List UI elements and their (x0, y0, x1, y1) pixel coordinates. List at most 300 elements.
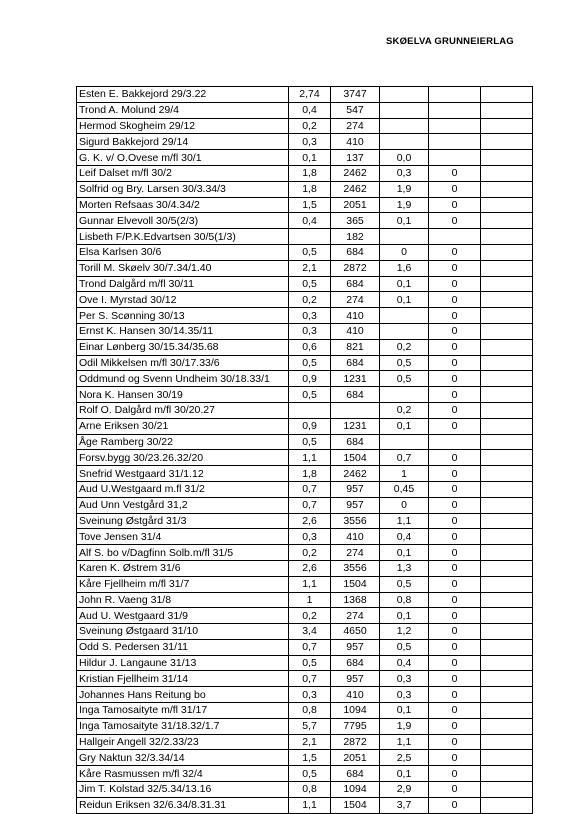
zero-cell: 0 (429, 671, 481, 687)
blank-cell (481, 323, 533, 339)
share-cell (289, 229, 331, 245)
table-row (77, 576, 533, 592)
extra-share-cell (380, 323, 429, 339)
zero-cell: 0 (429, 545, 481, 561)
owner-name-cell: Solfrid og Bry. Larsen 30/3.34/3 (77, 181, 289, 197)
zero-cell: 0 (429, 371, 481, 387)
owner-name-cell: Lisbeth F/P.K.Edvartsen 30/5(1/3) (77, 229, 289, 245)
blank-cell (481, 197, 533, 213)
zero-cell: 0 (429, 402, 481, 418)
blank-cell (481, 734, 533, 750)
owner-name-cell: Hildur J. Langaune 31/13 (77, 655, 289, 671)
value-cell: 684 (331, 387, 380, 403)
value-cell: 2051 (331, 750, 380, 766)
table-row (77, 260, 533, 276)
value-cell: 2872 (331, 260, 380, 276)
owner-name-cell: Odil Mikkelsen m/fl 30/17.33/6 (77, 355, 289, 371)
share-cell: 0,7 (289, 481, 331, 497)
share-cell: 1,8 (289, 165, 331, 181)
owner-name-cell: Morten Refsaas 30/4.34/2 (77, 197, 289, 213)
value-cell: 274 (331, 545, 380, 561)
share-cell: 0,5 (289, 387, 331, 403)
table-row (77, 308, 533, 324)
value-cell: 2462 (331, 165, 380, 181)
zero-cell: 0 (429, 276, 481, 292)
table-row (77, 639, 533, 655)
owner-name-cell: Kristian Fjellheim 31/14 (77, 671, 289, 687)
value-cell: 684 (331, 766, 380, 782)
zero-cell: 0 (429, 308, 481, 324)
owner-name-cell: Sveinung Østgaard 31/10 (77, 624, 289, 640)
value-cell: 1094 (331, 782, 380, 798)
blank-cell (481, 703, 533, 719)
blank-cell (481, 244, 533, 260)
table-row (77, 466, 533, 482)
extra-share-cell: 0,1 (380, 766, 429, 782)
value-cell: 957 (331, 639, 380, 655)
owner-name-cell: Åge Ramberg 30/22 (77, 434, 289, 450)
blank-cell (481, 513, 533, 529)
share-cell: 0,7 (289, 671, 331, 687)
share-cell: 0,3 (289, 529, 331, 545)
zero-cell: 0 (429, 292, 481, 308)
table-row (77, 87, 533, 103)
share-cell: 0,9 (289, 371, 331, 387)
share-cell: 1,5 (289, 750, 331, 766)
table-row (77, 797, 533, 813)
value-cell: 410 (331, 529, 380, 545)
extra-share-cell: 1,6 (380, 260, 429, 276)
owner-name-cell: Hallgeir Angell 32/2.33/23 (77, 734, 289, 750)
share-cell: 0,4 (289, 102, 331, 118)
owner-name-cell: Oddmund og Svenn Undheim 30/18.33/1 (77, 371, 289, 387)
table-row (77, 608, 533, 624)
blank-cell (481, 150, 533, 166)
blank-cell (481, 655, 533, 671)
value-cell: 957 (331, 497, 380, 513)
value-cell: 684 (331, 434, 380, 450)
table-row (77, 497, 533, 513)
owner-name-cell: Karen K. Østrem 31/6 (77, 560, 289, 576)
share-cell: 0,5 (289, 434, 331, 450)
table-row (77, 402, 533, 418)
table-row (77, 718, 533, 734)
zero-cell (429, 229, 481, 245)
owner-name-cell: Kåre Fjellheim m/fl 31/7 (77, 576, 289, 592)
table-row (77, 150, 533, 166)
value-cell (331, 402, 380, 418)
table-row (77, 545, 533, 561)
owner-name-cell: Kåre Rasmussen m/fl 32/4 (77, 766, 289, 782)
zero-cell (429, 134, 481, 150)
share-cell: 1 (289, 592, 331, 608)
owner-name-cell: Gunnar Elvevoll 30/5(2/3) (77, 213, 289, 229)
extra-share-cell (380, 434, 429, 450)
blank-cell (481, 576, 533, 592)
table-row (77, 513, 533, 529)
blank-cell (481, 497, 533, 513)
zero-cell: 0 (429, 750, 481, 766)
owner-name-cell: Aud Unn Vestgård 31,2 (77, 497, 289, 513)
extra-share-cell: 0,2 (380, 402, 429, 418)
blank-cell (481, 134, 533, 150)
extra-share-cell (380, 308, 429, 324)
value-cell: 4650 (331, 624, 380, 640)
share-cell: 0,2 (289, 118, 331, 134)
extra-share-cell: 0,5 (380, 355, 429, 371)
share-cell: 1,1 (289, 797, 331, 813)
owner-name-cell: Nora K. Hansen 30/19 (77, 387, 289, 403)
table-row (77, 671, 533, 687)
blank-cell (481, 450, 533, 466)
share-cell: 0,3 (289, 323, 331, 339)
owner-name-cell: Ove I. Myrstad 30/12 (77, 292, 289, 308)
share-cell: 0,7 (289, 639, 331, 655)
owner-name-cell: Hermod Skogheim 29/12 (77, 118, 289, 134)
extra-share-cell: 0,45 (380, 481, 429, 497)
owner-name-cell: G. K. v/ O.Ovese m/fl 30/1 (77, 150, 289, 166)
blank-cell (481, 624, 533, 640)
value-cell: 1368 (331, 592, 380, 608)
zero-cell: 0 (429, 339, 481, 355)
extra-share-cell (380, 102, 429, 118)
value-cell: 410 (331, 323, 380, 339)
table-row (77, 450, 533, 466)
value-cell: 137 (331, 150, 380, 166)
share-cell: 1,8 (289, 181, 331, 197)
blank-cell (481, 466, 533, 482)
extra-share-cell: 0,0 (380, 150, 429, 166)
table-row (77, 276, 533, 292)
extra-share-cell: 0,1 (380, 276, 429, 292)
share-cell: 0,4 (289, 213, 331, 229)
zero-cell: 0 (429, 418, 481, 434)
zero-cell: 0 (429, 387, 481, 403)
value-cell: 1231 (331, 418, 380, 434)
zero-cell (429, 434, 481, 450)
zero-cell: 0 (429, 766, 481, 782)
blank-cell (481, 687, 533, 703)
table-row (77, 371, 533, 387)
zero-cell: 0 (429, 181, 481, 197)
share-cell: 1,1 (289, 576, 331, 592)
table-row (77, 181, 533, 197)
share-cell: 0,5 (289, 655, 331, 671)
extra-share-cell: 2,5 (380, 750, 429, 766)
zero-cell: 0 (429, 560, 481, 576)
share-cell: 0,5 (289, 766, 331, 782)
extra-share-cell: 0,1 (380, 213, 429, 229)
value-cell: 274 (331, 118, 380, 134)
zero-cell: 0 (429, 655, 481, 671)
blank-cell (481, 181, 533, 197)
table-row (77, 418, 533, 434)
value-cell: 3556 (331, 560, 380, 576)
owner-name-cell: John R. Vaeng 31/8 (77, 592, 289, 608)
owner-name-cell: Odd S. Pedersen 31/11 (77, 639, 289, 655)
document-header: SKØELVA GRUNNEIERLAG (386, 36, 514, 47)
table-row (77, 387, 533, 403)
zero-cell: 0 (429, 481, 481, 497)
table-row (77, 339, 533, 355)
table-row (77, 244, 533, 260)
owner-name-cell: Forsv.bygg 30/23.26.32/20 (77, 450, 289, 466)
table-row (77, 118, 533, 134)
value-cell: 957 (331, 481, 380, 497)
value-cell: 274 (331, 292, 380, 308)
blank-cell (481, 750, 533, 766)
value-cell: 2051 (331, 197, 380, 213)
table-row (77, 687, 533, 703)
zero-cell: 0 (429, 513, 481, 529)
share-cell: 0,3 (289, 687, 331, 703)
value-cell: 684 (331, 276, 380, 292)
value-cell: 1231 (331, 371, 380, 387)
extra-share-cell: 0,4 (380, 655, 429, 671)
owner-name-cell: Elsa Karlsen 30/6 (77, 244, 289, 260)
table-row (77, 655, 533, 671)
share-cell: 5,7 (289, 718, 331, 734)
owner-name-cell: Leif Dalset m/fl 30/2 (77, 165, 289, 181)
table-row (77, 165, 533, 181)
zero-cell: 0 (429, 782, 481, 798)
share-cell: 0,2 (289, 292, 331, 308)
value-cell: 684 (331, 244, 380, 260)
share-cell: 0,1 (289, 150, 331, 166)
zero-cell: 0 (429, 734, 481, 750)
owner-name-cell: Snefrid Westgaard 31/1.12 (77, 466, 289, 482)
table-row (77, 481, 533, 497)
zero-cell: 0 (429, 244, 481, 260)
share-cell: 0,5 (289, 355, 331, 371)
zero-cell: 0 (429, 450, 481, 466)
extra-share-cell: 0 (380, 497, 429, 513)
blank-cell (481, 165, 533, 181)
value-cell: 1504 (331, 797, 380, 813)
extra-share-cell: 1,3 (380, 560, 429, 576)
value-cell: 274 (331, 608, 380, 624)
extra-share-cell: 1,9 (380, 197, 429, 213)
extra-share-cell: 0,1 (380, 608, 429, 624)
table-body (77, 87, 533, 814)
share-cell: 2,1 (289, 734, 331, 750)
table-row (77, 734, 533, 750)
blank-cell (481, 229, 533, 245)
table-row (77, 323, 533, 339)
zero-cell: 0 (429, 718, 481, 734)
blank-cell (481, 339, 533, 355)
extra-share-cell: 0,3 (380, 687, 429, 703)
blank-cell (481, 782, 533, 798)
blank-cell (481, 592, 533, 608)
zero-cell: 0 (429, 355, 481, 371)
value-cell: 410 (331, 134, 380, 150)
extra-share-cell: 1 (380, 466, 429, 482)
table-row (77, 592, 533, 608)
zero-cell: 0 (429, 576, 481, 592)
blank-cell (481, 387, 533, 403)
value-cell: 3747 (331, 87, 380, 103)
extra-share-cell: 0,2 (380, 339, 429, 355)
blank-cell (481, 276, 533, 292)
owner-name-cell: Jim T. Kolstad 32/5.34/13.16 (77, 782, 289, 798)
share-cell: 0,5 (289, 276, 331, 292)
share-cell: 3,4 (289, 624, 331, 640)
extra-share-cell: 1,2 (380, 624, 429, 640)
owner-name-cell: Tove Jensen 31/4 (77, 529, 289, 545)
extra-share-cell (380, 87, 429, 103)
blank-cell (481, 292, 533, 308)
owner-name-cell: Inga Tamosaityte m/fl 31/17 (77, 703, 289, 719)
zero-cell: 0 (429, 260, 481, 276)
share-cell: 0,2 (289, 608, 331, 624)
value-cell: 1504 (331, 450, 380, 466)
share-cell: 2,1 (289, 260, 331, 276)
share-cell: 0,8 (289, 703, 331, 719)
table-row (77, 434, 533, 450)
zero-cell: 0 (429, 687, 481, 703)
value-cell: 410 (331, 687, 380, 703)
extra-share-cell: 1,1 (380, 513, 429, 529)
table-row (77, 134, 533, 150)
value-cell: 410 (331, 308, 380, 324)
owner-name-cell: Arne Eriksen 30/21 (77, 418, 289, 434)
zero-cell: 0 (429, 797, 481, 813)
table-row (77, 355, 533, 371)
value-cell: 7795 (331, 718, 380, 734)
value-cell: 684 (331, 355, 380, 371)
share-cell: 0,9 (289, 418, 331, 434)
zero-cell (429, 150, 481, 166)
blank-cell (481, 418, 533, 434)
table-row (77, 750, 533, 766)
blank-cell (481, 797, 533, 813)
share-cell: 2,6 (289, 513, 331, 529)
blank-cell (481, 308, 533, 324)
zero-cell: 0 (429, 165, 481, 181)
owner-name-cell: Gry Naktun 32/3.34/14 (77, 750, 289, 766)
blank-cell (481, 213, 533, 229)
zero-cell (429, 118, 481, 134)
table-row (77, 292, 533, 308)
value-cell: 365 (331, 213, 380, 229)
share-cell: 2,74 (289, 87, 331, 103)
share-cell (289, 402, 331, 418)
blank-cell (481, 608, 533, 624)
value-cell: 684 (331, 655, 380, 671)
extra-share-cell: 0,4 (380, 529, 429, 545)
zero-cell (429, 87, 481, 103)
extra-share-cell (380, 134, 429, 150)
share-cell: 0,3 (289, 308, 331, 324)
value-cell: 2462 (331, 466, 380, 482)
blank-cell (481, 671, 533, 687)
zero-cell: 0 (429, 497, 481, 513)
extra-share-cell: 1,9 (380, 718, 429, 734)
share-cell: 0,5 (289, 244, 331, 260)
table-row (77, 102, 533, 118)
zero-cell: 0 (429, 466, 481, 482)
zero-cell (429, 102, 481, 118)
value-cell: 182 (331, 229, 380, 245)
extra-share-cell: 0,1 (380, 703, 429, 719)
table-row (77, 229, 533, 245)
zero-cell: 0 (429, 323, 481, 339)
owner-name-cell: Trond A. Molund 29/4 (77, 102, 289, 118)
zero-cell: 0 (429, 608, 481, 624)
share-cell: 0,7 (289, 497, 331, 513)
share-cell: 2,6 (289, 560, 331, 576)
share-cell: 0,6 (289, 339, 331, 355)
extra-share-cell: 0,1 (380, 292, 429, 308)
blank-cell (481, 434, 533, 450)
extra-share-cell: 0,5 (380, 371, 429, 387)
table-row (77, 560, 533, 576)
table-row (77, 766, 533, 782)
zero-cell: 0 (429, 529, 481, 545)
extra-share-cell (380, 387, 429, 403)
blank-cell (481, 529, 533, 545)
share-cell: 0,2 (289, 545, 331, 561)
table-row (77, 197, 533, 213)
extra-share-cell: 1,1 (380, 734, 429, 750)
extra-share-cell: 3,7 (380, 797, 429, 813)
owner-name-cell: Torill M. Skøelv 30/7.34/1.40 (77, 260, 289, 276)
blank-cell (481, 639, 533, 655)
owner-name-cell: Aud U.Westgaard m.fl 31/2 (77, 481, 289, 497)
extra-share-cell: 0,1 (380, 545, 429, 561)
owner-name-cell: Aud U. Westgaard 31/9 (77, 608, 289, 624)
owner-name-cell: Rolf O. Dalgård m/fl 30/20.27 (77, 402, 289, 418)
extra-share-cell: 0,5 (380, 639, 429, 655)
extra-share-cell: 0 (380, 244, 429, 260)
share-cell: 1,8 (289, 466, 331, 482)
extra-share-cell: 0,3 (380, 165, 429, 181)
extra-share-cell: 1,9 (380, 181, 429, 197)
value-cell: 957 (331, 671, 380, 687)
value-cell: 1504 (331, 576, 380, 592)
extra-share-cell: 2,9 (380, 782, 429, 798)
extra-share-cell: 0,7 (380, 450, 429, 466)
value-cell: 547 (331, 102, 380, 118)
extra-share-cell: 0,8 (380, 592, 429, 608)
owner-name-cell: Sigurd Bakkejord 29/14 (77, 134, 289, 150)
value-cell: 2872 (331, 734, 380, 750)
blank-cell (481, 260, 533, 276)
owner-name-cell: Einar Lønberg 30/15.34/35.68 (77, 339, 289, 355)
value-cell: 3556 (331, 513, 380, 529)
share-cell: 0,8 (289, 782, 331, 798)
blank-cell (481, 371, 533, 387)
share-cell: 0,3 (289, 134, 331, 150)
blank-cell (481, 102, 533, 118)
table-row (77, 529, 533, 545)
blank-cell (481, 87, 533, 103)
share-cell: 1,5 (289, 197, 331, 213)
blank-cell (481, 560, 533, 576)
owner-name-cell: Esten E. Bakkejord 29/3.22 (77, 87, 289, 103)
table-row (77, 624, 533, 640)
owner-name-cell: Reidun Eriksen 32/6.34/8.31.31 (77, 797, 289, 813)
table-row (77, 782, 533, 798)
blank-cell (481, 766, 533, 782)
landowner-table (76, 86, 533, 814)
zero-cell: 0 (429, 624, 481, 640)
blank-cell (481, 545, 533, 561)
zero-cell: 0 (429, 703, 481, 719)
owner-name-cell: Inga Tamosaityte 31/18.32/1.7 (77, 718, 289, 734)
blank-cell (481, 118, 533, 134)
